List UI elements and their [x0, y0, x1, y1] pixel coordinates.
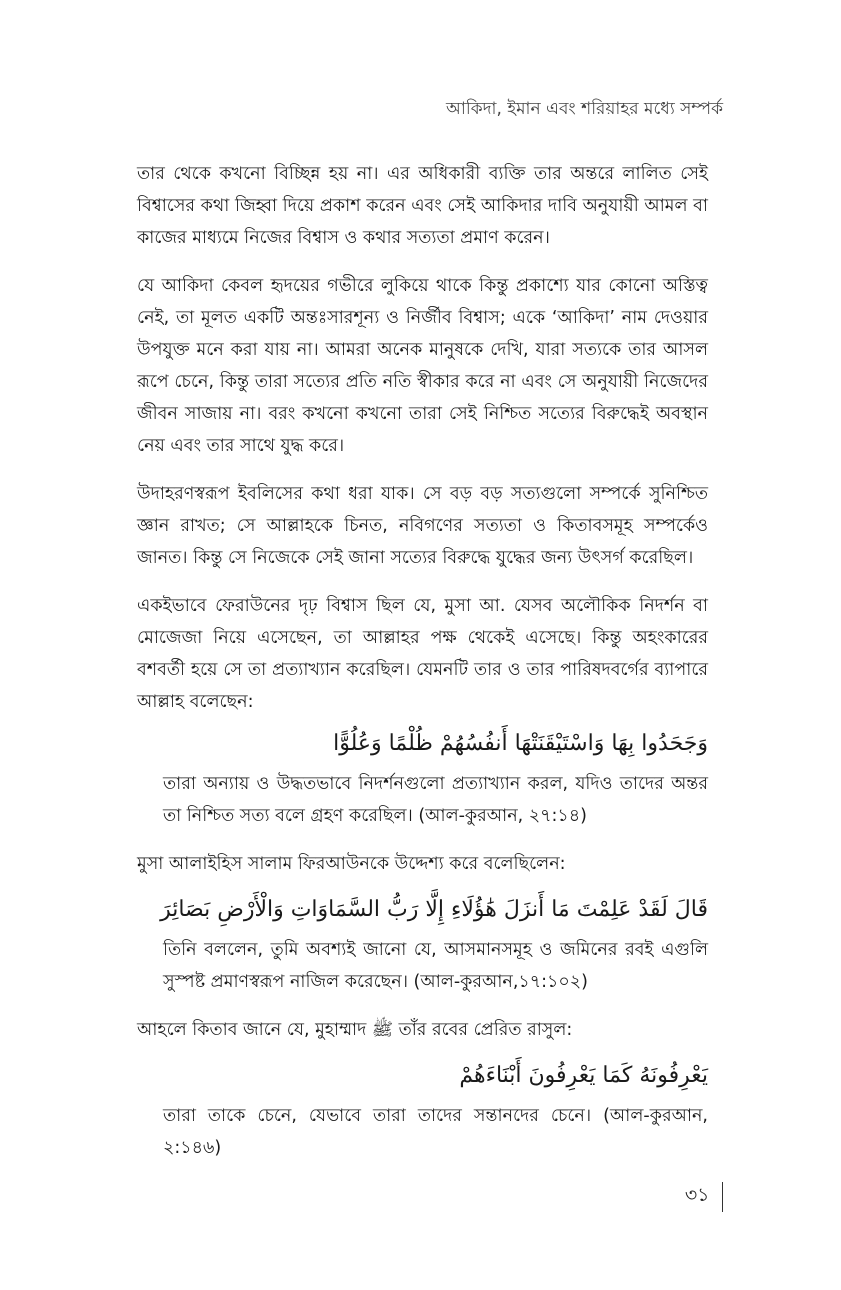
footer-divider [722, 1182, 724, 1212]
paragraph-3: উদাহরণস্বরূপ ইবলিসের কথা ধরা যাক। সে বড় বড় সত্যগুলো সম্পর্কে সুনিশ্চিত জ্ঞান রাখত; সে আল্লাহকে চিনত, নবিগণের সত্যতা ও কিতাবসমূহ সম্পর্কেও জানত। কিন্তু সে নিজেকে সেই জানা সত্যের বিরুদ্ধে যুদ্ধের জন্য উৎসর্গ করেছিল। [137, 484, 708, 568]
paragraph-2: যে আকিদা কেবল হৃদয়ের গভীরে লুকিয়ে থাকে কিন্তু প্রকাশ্যে যার কোনো অস্তিত্ব নেই, তা মূলত একটি অন্তঃসারশূন্য ও নির্জীব বিশ্বাস; একে ‘আকিদা’ নাম দেওয়ার উপযুক্ত মনে করা যায় না। আমরা অনেক মানুষকে দেখি, যারা সত্যকে তার আসল রূপে চেনে, কিন্তু তারা সত্যের প্রতি নতি স্বীকার করে না এবং সে অনুযায়ী নিজেদের জীবন সাজায় না। বরং কখনো কখনো তারা সেই নিশ্চিত সত্যের বিরুদ্ধেই অবস্থান নেয় এবং তার সাথে যুদ্ধ করে। [137, 276, 708, 456]
verse-translation-2: তিনি বললেন, তুমি অবশ্যই জানো যে, আসমানসমূহ ও জমিনের রবই এগুলি সুস্পষ্ট প্রমাণস্বরূপ নাজিল করেছেন। (আল-কুরআন,১৭:১০২) [163, 940, 708, 992]
paragraph-1: তার থেকে কখনো বিচ্ছিন্ন হয় না। এর অধিকারী ব্যক্তি তার অন্তরে লালিত সেই বিশ্বাসের কথা জিহ্বা দিয়ে প্রকাশ করেন এবং সেই আকিদার দাবি অনুযায়ী আমল বা কাজের মাধ্যমে নিজের বিশ্বাস ও কথার সত্যতা প্রমাণ করেন। [137, 164, 708, 248]
verse-translation-1: তারা অন্যায় ও উদ্ধতভাবে নিদর্শনগুলো প্রত্যাখ্যান করল, যদিও তাদের অন্তর তা নিশ্চিত সত্য বলে গ্রহণ করেছিল। (আল-কুরআন, ২৭:১৪) [163, 774, 708, 826]
page-footer [685, 1181, 723, 1213]
page-number: ৩১ [684, 1184, 710, 1206]
paragraph-4: একইভাবে ফেরাউনের দৃঢ় বিশ্বাস ছিল যে, মুসা আ. যেসব অলৌকিক নিদর্শন বা মোজেজা নিয়ে এসেছেন, তা আল্লাহর পক্ষ থেকেই এসেছে। কিন্তু অহংকারের বশবর্তী হয়ে সে তা প্রত্যাখ্যান করেছিল। যেমনটি তার ও তার পারিষদবর্গের ব্যাপারে আল্লাহ বলেছেন: [137, 596, 708, 712]
page-body [137, 158, 708, 1180]
running-header: আকিদা, ইমান এবং শরিয়াহর মধ্যে সম্পর্ক [446, 99, 723, 119]
paragraph-intro-3: আহলে কিতাব জানে যে, মুহাম্মাদ ﷺ তাঁর রবের প্রেরিত রাসুল: [137, 1020, 573, 1040]
verse-translation-3: তারা তাকে চেনে, যেভাবে তারা তাদের সন্তানদের চেনে। (আল-কুরআন, ২:১৪৬) [163, 1106, 708, 1158]
arabic-verse-1: وَجَحَدُوا بِهَا وَاسْتَيْقَنَتْهَا أَنفُسُهُمْ ظُلْمًا وَعُلُوًّا [333, 731, 708, 756]
arabic-verse-3: يَعْرِفُونَهُ كَمَا يَعْرِفُونَ أَبْنَاءَهُمْ [459, 1063, 708, 1088]
arabic-verse-2: قَالَ لَقَدْ عَلِمْتَ مَا أَنزَلَ هَٰؤُلَاءِ إِلَّا رَبُّ السَّمَاوَاتِ وَالْأَرْضِ بَصَائِرَ [160, 897, 708, 922]
paragraph-intro-2: মুসা আলাইহিস সালাম ফিরআউনকে উদ্দেশ্য করে বলেছিলেন: [137, 854, 566, 874]
